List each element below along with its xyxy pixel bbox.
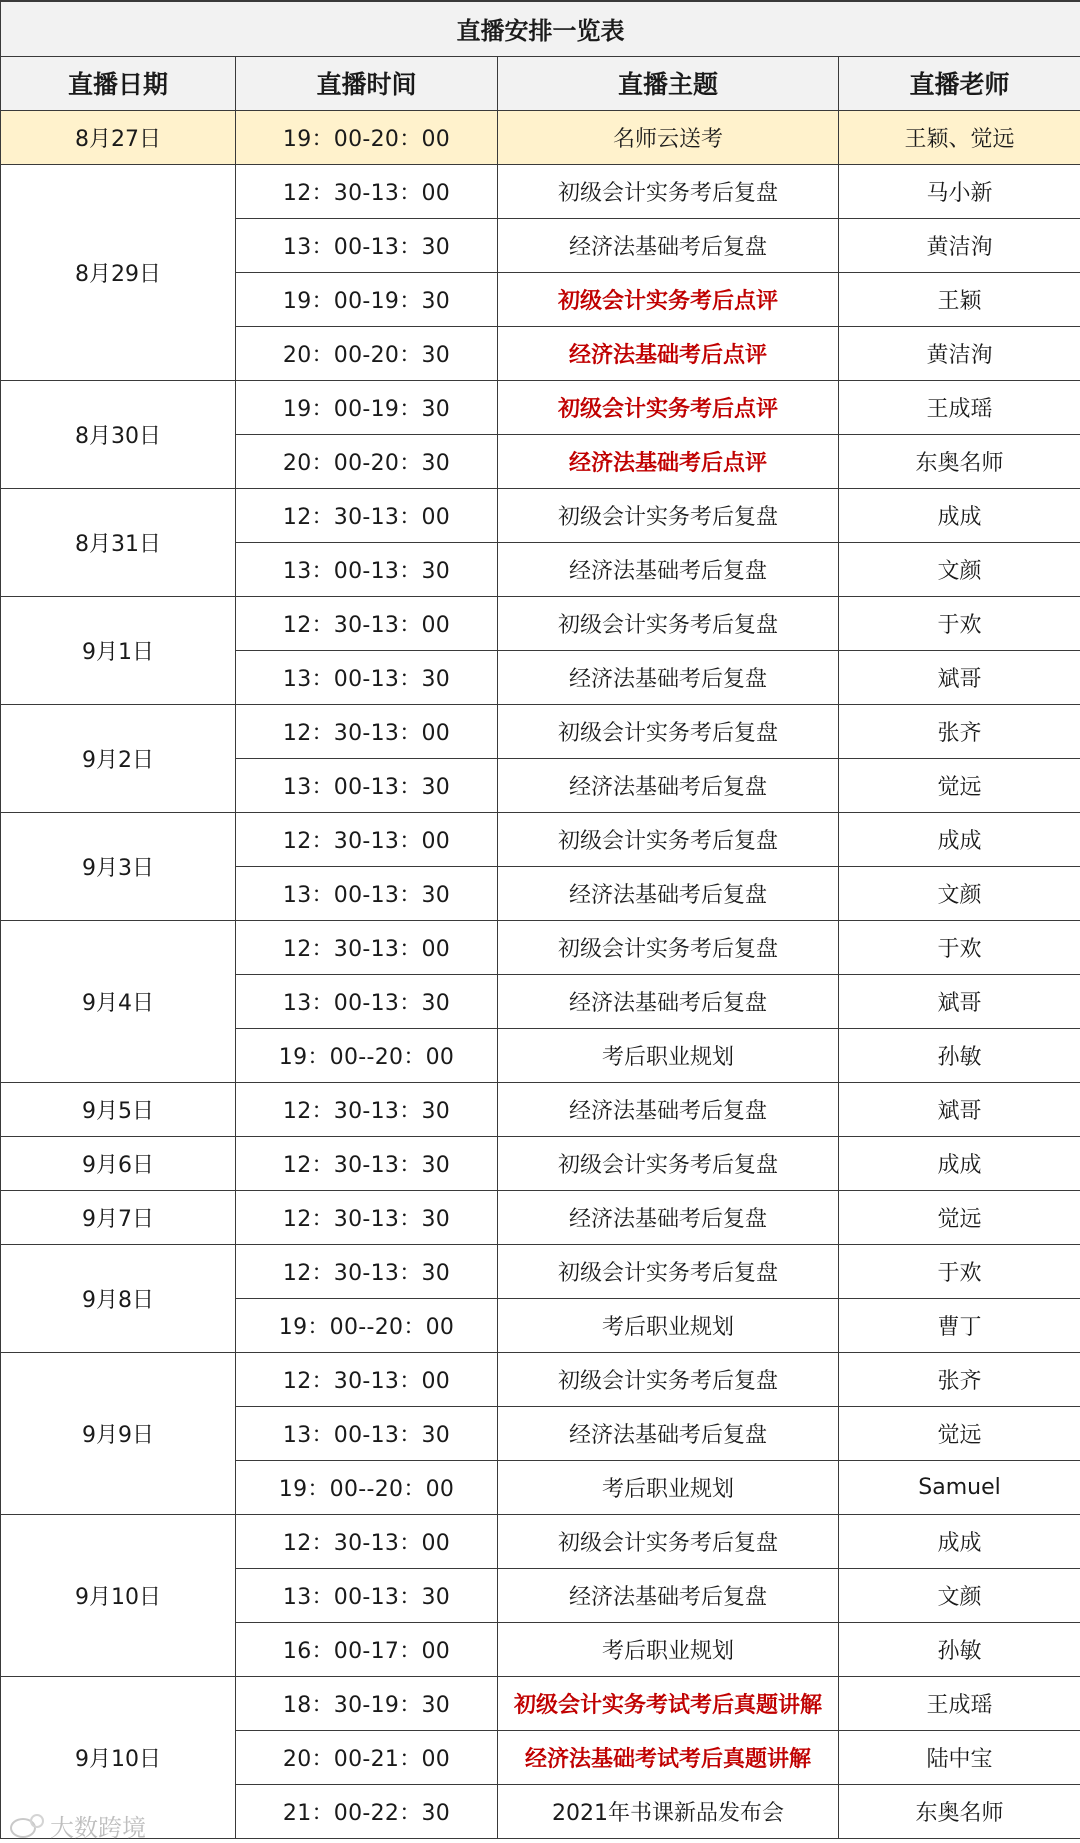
date-cell: 9月3日	[1, 812, 236, 920]
table-row	[1, 1244, 1080, 1298]
time-cell: 19：00--20：00	[236, 1460, 498, 1514]
topic-cell: 经济法基础考后复盘	[498, 1568, 839, 1622]
topic-cell: 经济法基础考后复盘	[498, 1190, 839, 1244]
teacher-cell: 文颜	[839, 542, 1080, 596]
teacher-cell: 成成	[839, 1136, 1080, 1190]
teacher-cell: 斌哥	[839, 1082, 1080, 1136]
teacher-cell: 东奥名师	[839, 1784, 1080, 1838]
time-cell: 19：00--20：00	[236, 1028, 498, 1082]
teacher-cell: 陆中宝	[839, 1730, 1080, 1784]
topic-cell: 考后职业规划	[498, 1298, 839, 1352]
teacher-cell: 文颜	[839, 1568, 1080, 1622]
table-header-row	[1, 56, 1080, 110]
table-row	[1, 812, 1080, 866]
topic-cell: 初级会计实务考后点评	[498, 272, 839, 326]
teacher-cell: 黄洁洵	[839, 326, 1080, 380]
teacher-cell: 王颖	[839, 272, 1080, 326]
teacher-cell: 成成	[839, 812, 1080, 866]
topic-cell: 经济法基础考后点评	[498, 434, 839, 488]
time-cell: 12：30-13：30	[236, 1136, 498, 1190]
table-row	[1, 164, 1080, 218]
date-cell: 8月27日	[1, 110, 236, 164]
teacher-cell: 张齐	[839, 1352, 1080, 1406]
teacher-cell: 东奥名师	[839, 434, 1080, 488]
time-cell: 12：30-13：30	[236, 1082, 498, 1136]
time-cell: 19：00--20：00	[236, 1298, 498, 1352]
time-cell: 16：00-17：00	[236, 1622, 498, 1676]
topic-cell: 经济法基础考后复盘	[498, 1082, 839, 1136]
topic-cell: 初级会计实务考后复盘	[498, 488, 839, 542]
teacher-cell: 孙敏	[839, 1622, 1080, 1676]
time-cell: 19：00-20：00	[236, 110, 498, 164]
teacher-cell: 曹丁	[839, 1298, 1080, 1352]
topic-cell: 考后职业规划	[498, 1622, 839, 1676]
date-cell: 9月4日	[1, 920, 236, 1082]
time-cell: 20：00-20：30	[236, 326, 498, 380]
date-cell: 9月9日	[1, 1352, 236, 1514]
time-cell: 12：30-13：00	[236, 488, 498, 542]
time-cell: 13：00-13：30	[236, 542, 498, 596]
teacher-cell: Samuel	[839, 1460, 1080, 1514]
topic-cell: 经济法基础考后复盘	[498, 650, 839, 704]
time-cell: 19：00-19：30	[236, 272, 498, 326]
time-cell: 13：00-13：30	[236, 1568, 498, 1622]
table-row	[1, 704, 1080, 758]
topic-cell: 初级会计实务考后点评	[498, 380, 839, 434]
time-cell: 12：30-13：30	[236, 1244, 498, 1298]
time-cell: 12：30-13：30	[236, 1190, 498, 1244]
topic-cell: 经济法基础考后点评	[498, 326, 839, 380]
topic-cell: 名师云送考	[498, 110, 839, 164]
table-row	[1, 380, 1080, 434]
teacher-cell: 成成	[839, 488, 1080, 542]
topic-cell: 经济法基础考后复盘	[498, 542, 839, 596]
date-cell: 9月10日	[1, 1676, 236, 1838]
header-topic: 直播主题	[498, 56, 839, 110]
teacher-cell: 王成瑶	[839, 380, 1080, 434]
table-title: 直播安排一览表	[1, 1, 1080, 56]
teacher-cell: 成成	[839, 1514, 1080, 1568]
teacher-cell: 于欢	[839, 596, 1080, 650]
date-cell: 9月10日	[1, 1514, 236, 1676]
header-teacher: 直播老师	[839, 56, 1080, 110]
table-row	[1, 1352, 1080, 1406]
teacher-cell: 王成瑶	[839, 1676, 1080, 1730]
table-row	[1, 920, 1080, 974]
topic-cell: 考后职业规划	[498, 1460, 839, 1514]
topic-cell: 2021年书课新品发布会	[498, 1784, 839, 1838]
topic-cell: 初级会计实务考后复盘	[498, 920, 839, 974]
time-cell: 12：30-13：00	[236, 1514, 498, 1568]
table-row	[1, 1514, 1080, 1568]
date-cell: 9月2日	[1, 704, 236, 812]
teacher-cell: 斌哥	[839, 650, 1080, 704]
time-cell: 13：00-13：30	[236, 218, 498, 272]
time-cell: 12：30-13：00	[236, 1352, 498, 1406]
table-row	[1, 488, 1080, 542]
table-row	[1, 110, 1080, 164]
table-row	[1, 1082, 1080, 1136]
teacher-cell: 文颜	[839, 866, 1080, 920]
topic-cell: 经济法基础考试考后真题讲解	[498, 1730, 839, 1784]
topic-cell: 初级会计实务考后复盘	[498, 812, 839, 866]
teacher-cell: 觉远	[839, 1190, 1080, 1244]
time-cell: 12：30-13：00	[236, 164, 498, 218]
time-cell: 13：00-13：30	[236, 650, 498, 704]
teacher-cell: 孙敏	[839, 1028, 1080, 1082]
teacher-cell: 于欢	[839, 1244, 1080, 1298]
teacher-cell: 觉远	[839, 1406, 1080, 1460]
table-title-row	[1, 1, 1080, 56]
date-cell: 9月8日	[1, 1244, 236, 1352]
time-cell: 12：30-13：00	[236, 812, 498, 866]
date-cell: 8月29日	[1, 164, 236, 380]
date-cell: 9月6日	[1, 1136, 236, 1190]
teacher-cell: 斌哥	[839, 974, 1080, 1028]
table-row	[1, 596, 1080, 650]
time-cell: 20：00-20：30	[236, 434, 498, 488]
teacher-cell: 张齐	[839, 704, 1080, 758]
schedule-body	[1, 110, 1080, 1838]
topic-cell: 经济法基础考后复盘	[498, 758, 839, 812]
teacher-cell: 于欢	[839, 920, 1080, 974]
teacher-cell: 觉远	[839, 758, 1080, 812]
teacher-cell: 王颖、觉远	[839, 110, 1080, 164]
time-cell: 19：00-19：30	[236, 380, 498, 434]
time-cell: 13：00-13：30	[236, 1406, 498, 1460]
topic-cell: 经济法基础考后复盘	[498, 974, 839, 1028]
table-row	[1, 1190, 1080, 1244]
table-row	[1, 1676, 1080, 1730]
topic-cell: 初级会计实务考后复盘	[498, 1136, 839, 1190]
date-cell: 8月31日	[1, 488, 236, 596]
teacher-cell: 马小新	[839, 164, 1080, 218]
date-cell: 9月7日	[1, 1190, 236, 1244]
time-cell: 18：30-19：30	[236, 1676, 498, 1730]
topic-cell: 初级会计实务考后复盘	[498, 1514, 839, 1568]
date-cell: 8月30日	[1, 380, 236, 488]
topic-cell: 经济法基础考后复盘	[498, 866, 839, 920]
topic-cell: 初级会计实务考后复盘	[498, 164, 839, 218]
time-cell: 13：00-13：30	[236, 974, 498, 1028]
date-cell: 9月1日	[1, 596, 236, 704]
time-cell: 12：30-13：00	[236, 596, 498, 650]
table-row	[1, 1136, 1080, 1190]
topic-cell: 初级会计实务考后复盘	[498, 704, 839, 758]
time-cell: 13：00-13：30	[236, 866, 498, 920]
topic-cell: 经济法基础考后复盘	[498, 218, 839, 272]
topic-cell: 初级会计实务考试考后真题讲解	[498, 1676, 839, 1730]
date-cell: 9月5日	[1, 1082, 236, 1136]
topic-cell: 初级会计实务考后复盘	[498, 1244, 839, 1298]
time-cell: 12：30-13：00	[236, 704, 498, 758]
header-date: 直播日期	[1, 56, 236, 110]
teacher-cell: 黄洁洵	[839, 218, 1080, 272]
watermark-text: 大数跨境	[50, 1808, 146, 1843]
header-time: 直播时间	[236, 56, 498, 110]
time-cell: 20：00-21：00	[236, 1730, 498, 1784]
time-cell: 13：00-13：30	[236, 758, 498, 812]
time-cell: 12：30-13：00	[236, 920, 498, 974]
topic-cell: 考后职业规划	[498, 1028, 839, 1082]
time-cell: 21：00-22：30	[236, 1784, 498, 1838]
topic-cell: 初级会计实务考后复盘	[498, 1352, 839, 1406]
topic-cell: 经济法基础考后复盘	[498, 1406, 839, 1460]
topic-cell: 初级会计实务考后复盘	[498, 596, 839, 650]
